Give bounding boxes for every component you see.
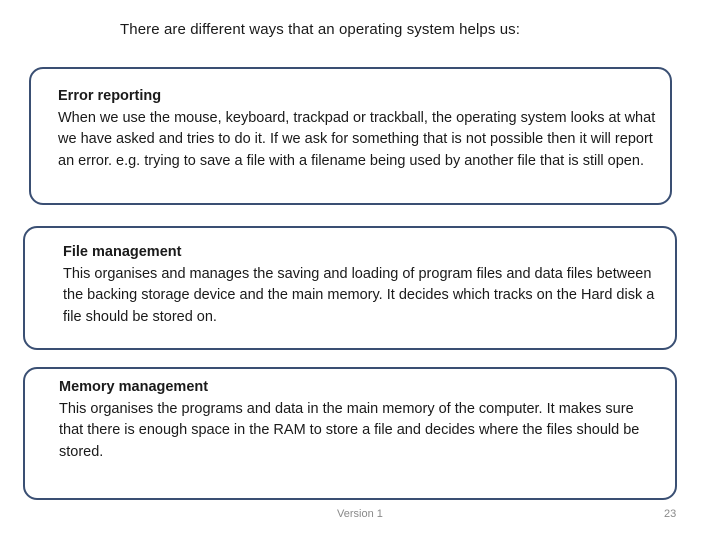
memory-management-heading: Memory management [59, 379, 209, 395]
intro-text: There are different ways that an operating system helps us: [120, 21, 521, 38]
file-management-heading: File management [63, 244, 182, 260]
memory-management-body: This organises the programs and data in the main memory of the computer. It makes sure that there is enough space in the RAM to store a file and decides where the files should be stored. [59, 400, 640, 460]
error-reporting-heading: Error reporting [58, 88, 162, 104]
page-number: 23 [664, 508, 677, 520]
footer-version: Version 1 [337, 508, 383, 520]
file-management-content [63, 242, 663, 328]
error-reporting-content [58, 86, 658, 172]
error-reporting-box [29, 67, 672, 205]
file-management-body: This organises and manages the saving and loading of program files and data files between the backing storage device and the main memory. It decides which tracks on the Hard disk a file should be stored on. [63, 265, 655, 325]
memory-management-box [23, 367, 677, 500]
file-management-box [23, 226, 677, 350]
memory-management-content [59, 377, 649, 463]
error-reporting-body: When we use the mouse, keyboard, trackpad or trackball, the operating system looks at what we have asked and tries to do it. If we ask for something that is not possible then it will report an error. e.g. trying to save a file with a filename being used by another file that is still open. [58, 109, 656, 169]
